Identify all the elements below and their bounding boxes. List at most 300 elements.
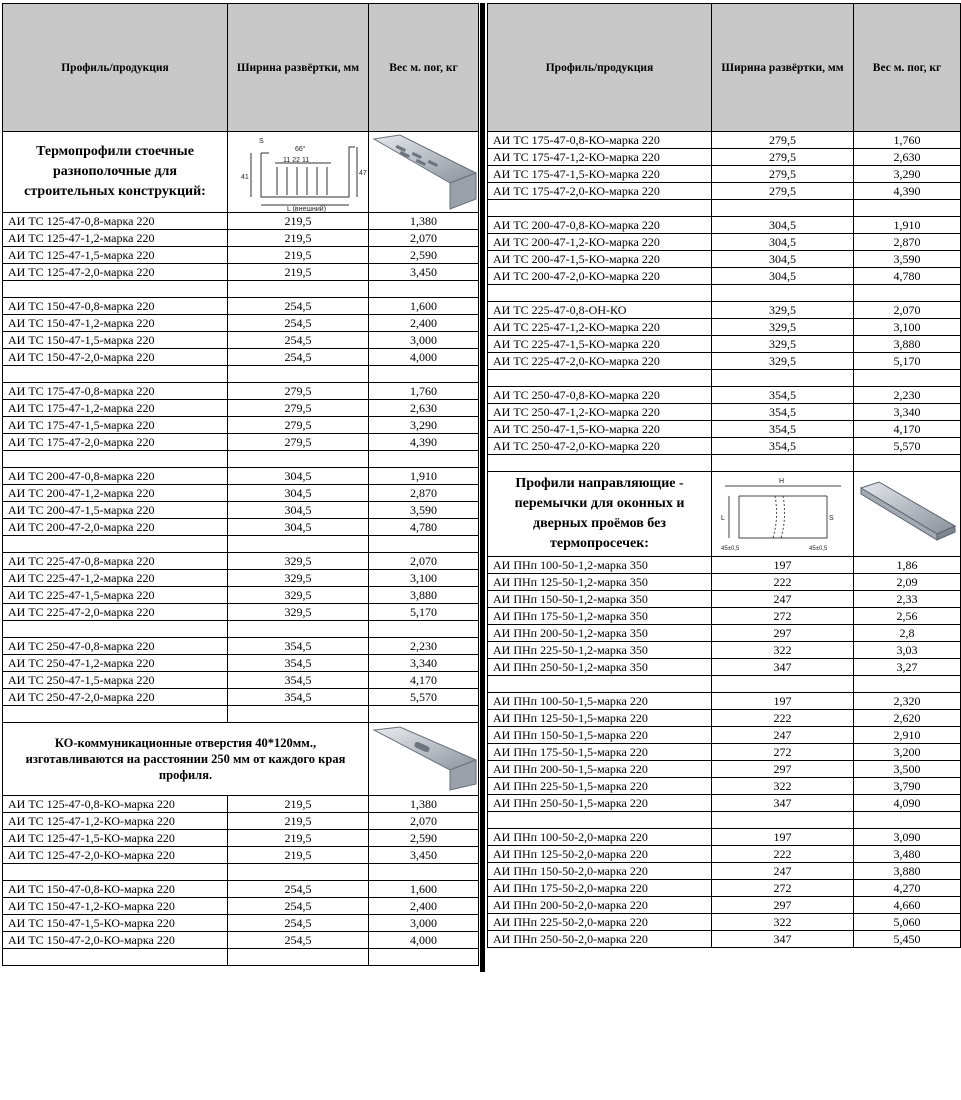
weight-cell: 1,910 [854, 217, 961, 234]
product-name-cell: АИ ПНп 125-50-2,0-марка 220 [488, 846, 712, 863]
weight-cell: 3,340 [369, 655, 479, 672]
width-cell: 254,5 [228, 915, 369, 932]
product-name-cell: АИ ТС 150-47-1,2-марка 220 [3, 315, 228, 332]
table-row [488, 863, 961, 880]
weight-cell: 3,880 [854, 336, 961, 353]
drawing-label-height-right: 47 [359, 170, 367, 177]
spacer-row [3, 949, 479, 966]
product-name-cell: АИ ПНп 225-50-1,2-марка 350 [488, 642, 712, 659]
width-cell: 197 [712, 557, 854, 574]
drawing-label-s: S [828, 515, 834, 522]
table-row [3, 604, 479, 621]
weight-cell: 3,450 [369, 847, 479, 864]
product-name-cell: АИ ТС 200-47-1,2-марка 220 [3, 485, 228, 502]
weight-cell: 1,380 [369, 796, 479, 813]
weight-cell: 3,790 [854, 778, 961, 795]
spacer-cell [3, 864, 228, 881]
product-name-cell: АИ ТС 125-47-1,2-КО-марка 220 [3, 813, 228, 830]
width-cell: 219,5 [228, 247, 369, 264]
left-price-table [2, 3, 478, 966]
spacer-cell [712, 285, 854, 302]
width-cell: 279,5 [228, 383, 369, 400]
table-row [488, 829, 961, 846]
section-title-lintel: Профили направляющие - перемычки для оконных и дверных проёмов без термопросечек: [488, 472, 712, 557]
width-cell: 354,5 [228, 655, 369, 672]
product-name-cell: АИ ТС 175-47-1,5-марка 220 [3, 417, 228, 434]
spacer-cell [369, 536, 479, 553]
product-name-cell: АИ ТС 150-47-0,8-КО-марка 220 [3, 881, 228, 898]
product-name-cell: АИ ТС 250-47-1,2-марка 220 [3, 655, 228, 672]
product-name-cell: АИ ПНп 250-50-1,2-марка 350 [488, 659, 712, 676]
spacer-cell [369, 949, 479, 966]
center-divider [480, 3, 485, 972]
product-name-cell: АИ ТС 200-47-0,8-КО-марка 220 [488, 217, 712, 234]
weight-cell: 5,570 [369, 689, 479, 706]
width-cell: 329,5 [228, 587, 369, 604]
table-row [488, 183, 961, 200]
width-cell: 222 [712, 846, 854, 863]
product-name-cell: АИ ТС 150-47-0,8-марка 220 [3, 298, 228, 315]
spacer-cell [228, 864, 369, 881]
table-row [3, 485, 479, 502]
weight-cell: 2,09 [854, 574, 961, 591]
product-name-cell: АИ ТС 225-47-1,2-КО-марка 220 [488, 319, 712, 336]
product-name-cell: АИ ТС 225-47-0,8-ОН-КО [488, 302, 712, 319]
spacer-cell [3, 281, 228, 298]
product-name-cell: АИ ТС 225-47-0,8-марка 220 [3, 553, 228, 570]
weight-cell: 3,090 [854, 829, 961, 846]
weight-cell: 2,070 [854, 302, 961, 319]
weight-cell: 4,000 [369, 349, 479, 366]
width-cell: 247 [712, 591, 854, 608]
spacer-row [3, 451, 479, 468]
width-cell: 329,5 [712, 319, 854, 336]
product-name-cell: АИ ТС 250-47-2,0-КО-марка 220 [488, 438, 712, 455]
spacer-cell [369, 451, 479, 468]
product-name-cell: АИ ТС 250-47-0,8-КО-марка 220 [488, 387, 712, 404]
weight-cell: 5,170 [854, 353, 961, 370]
table-row [488, 404, 961, 421]
table-row [3, 213, 479, 230]
width-cell: 304,5 [228, 519, 369, 536]
product-name-cell: АИ ТС 225-47-1,2-марка 220 [3, 570, 228, 587]
table-row [488, 914, 961, 931]
weight-cell: 1,910 [369, 468, 479, 485]
product-name-cell: АИ ПНп 175-50-2,0-марка 220 [488, 880, 712, 897]
width-cell: 329,5 [712, 353, 854, 370]
table-row [3, 553, 479, 570]
spacer-cell [488, 200, 712, 217]
drawing-label-base: L (внешний) [287, 206, 327, 213]
weight-cell: 3,100 [369, 570, 479, 587]
spacer-cell [369, 366, 479, 383]
width-cell: 254,5 [228, 332, 369, 349]
product-name-cell: АИ ТС 250-47-0,8-марка 220 [3, 638, 228, 655]
spacer-row [3, 536, 479, 553]
section-title-thermo: Термопрофили стоечные разнополочные для строительных конструкций: [3, 132, 228, 213]
table-row [488, 387, 961, 404]
weight-cell: 4,090 [854, 795, 961, 812]
weight-cell: 4,660 [854, 897, 961, 914]
product-name-cell: АИ ТС 150-47-1,5-КО-марка 220 [3, 915, 228, 932]
product-name-cell: АИ ПНп 100-50-1,5-марка 220 [488, 693, 712, 710]
width-cell: 219,5 [228, 213, 369, 230]
right-ko-rows [488, 132, 961, 472]
right-lintel-rows [488, 557, 961, 948]
product-name-cell: АИ ТС 125-47-2,0-марка 220 [3, 264, 228, 281]
table-row [488, 234, 961, 251]
product-name-cell: АИ ТС 225-47-2,0-марка 220 [3, 604, 228, 621]
product-name-cell: АИ ПНп 100-50-1,2-марка 350 [488, 557, 712, 574]
weight-cell: 2,56 [854, 608, 961, 625]
thermo-profile-drawing [228, 132, 369, 213]
width-cell: 219,5 [228, 230, 369, 247]
product-name-cell: АИ ТС 150-47-2,0-марка 220 [3, 349, 228, 366]
spacer-cell [228, 706, 369, 723]
weight-cell: 2,8 [854, 625, 961, 642]
weight-cell: 3,27 [854, 659, 961, 676]
table-row [3, 519, 479, 536]
width-cell: 279,5 [712, 166, 854, 183]
weight-cell: 3,880 [854, 863, 961, 880]
product-name-cell: АИ ПНп 225-50-2,0-марка 220 [488, 914, 712, 931]
width-cell: 254,5 [228, 932, 369, 949]
drawing-label-h: H [778, 478, 784, 485]
spacer-row [3, 281, 479, 298]
table-row [488, 778, 961, 795]
product-name-cell: АИ ТС 175-47-1,2-КО-марка 220 [488, 149, 712, 166]
product-name-cell: АИ ТС 200-47-0,8-марка 220 [3, 468, 228, 485]
spacer-cell [228, 536, 369, 553]
lintel-profile-drawing-icon [715, 474, 851, 554]
drawing-label-angle: 66° [295, 146, 306, 153]
weight-cell: 3,480 [854, 846, 961, 863]
product-name-cell: АИ ТС 150-47-1,5-марка 220 [3, 332, 228, 349]
weight-cell: 3,880 [369, 587, 479, 604]
header-width: Ширина развёртки, мм [228, 4, 369, 132]
table-row [488, 897, 961, 914]
table-row [488, 846, 961, 863]
weight-cell: 1,380 [369, 213, 479, 230]
width-cell: 279,5 [712, 132, 854, 149]
right-table [487, 3, 961, 948]
table-row [3, 898, 479, 915]
product-name-cell: АИ ТС 150-47-1,2-КО-марка 220 [3, 898, 228, 915]
drawing-label-height-left: 41 [241, 174, 249, 181]
spacer-cell [228, 621, 369, 638]
product-name-cell: АИ ПНп 125-50-1,2-марка 350 [488, 574, 712, 591]
weight-cell: 2,630 [854, 149, 961, 166]
weight-cell: 1,600 [369, 298, 479, 315]
width-cell: 329,5 [712, 302, 854, 319]
weight-cell: 5,060 [854, 914, 961, 931]
drawing-label-l: L [720, 515, 725, 522]
product-name-cell: АИ ТС 250-47-1,5-марка 220 [3, 672, 228, 689]
product-name-cell: АИ ТС 175-47-2,0-КО-марка 220 [488, 183, 712, 200]
spacer-cell [228, 281, 369, 298]
width-cell: 354,5 [712, 387, 854, 404]
width-cell: 222 [712, 574, 854, 591]
spacer-cell [854, 676, 961, 693]
weight-cell: 2,230 [369, 638, 479, 655]
width-cell: 222 [712, 710, 854, 727]
table-row [488, 132, 961, 149]
weight-cell: 2,870 [854, 234, 961, 251]
width-cell: 322 [712, 914, 854, 931]
table-row [488, 149, 961, 166]
product-name-cell: АИ ТС 150-47-2,0-КО-марка 220 [3, 932, 228, 949]
thermo-profile-drawing-icon [231, 133, 365, 211]
section-thermo-row [3, 132, 479, 213]
table-row [488, 659, 961, 676]
width-cell: 304,5 [712, 234, 854, 251]
weight-cell: 3,500 [854, 761, 961, 778]
spacer-cell [854, 455, 961, 472]
weight-cell: 2,400 [369, 315, 479, 332]
spacer-cell [488, 812, 712, 829]
width-cell: 329,5 [228, 570, 369, 587]
left-table [2, 3, 479, 966]
table-row [3, 587, 479, 604]
table-row [3, 655, 479, 672]
spacer-cell [712, 812, 854, 829]
spacer-cell [369, 706, 479, 723]
table-row [488, 319, 961, 336]
spacer-row [488, 455, 961, 472]
spacer-cell [854, 370, 961, 387]
table-row [3, 847, 479, 864]
table-row [3, 638, 479, 655]
width-cell: 279,5 [228, 400, 369, 417]
table-row [488, 727, 961, 744]
weight-cell: 3,000 [369, 332, 479, 349]
product-name-cell: АИ ПНп 150-50-1,2-марка 350 [488, 591, 712, 608]
product-name-cell: АИ ТС 175-47-0,8-КО-марка 220 [488, 132, 712, 149]
ko-profile-photo [369, 723, 479, 796]
product-name-cell: АИ ТС 200-47-1,5-марка 220 [3, 502, 228, 519]
spacer-cell [3, 706, 228, 723]
product-name-cell: АИ ПНп 250-50-2,0-марка 220 [488, 931, 712, 948]
weight-cell: 5,170 [369, 604, 479, 621]
product-name-cell: АИ ТС 175-47-1,2-марка 220 [3, 400, 228, 417]
product-name-cell: АИ ТС 250-47-2,0-марка 220 [3, 689, 228, 706]
weight-cell: 3,450 [369, 264, 479, 281]
width-cell: 354,5 [228, 672, 369, 689]
product-name-cell: АИ ТС 200-47-2,0-марка 220 [3, 519, 228, 536]
width-cell: 304,5 [228, 468, 369, 485]
width-cell: 272 [712, 608, 854, 625]
weight-cell: 5,570 [854, 438, 961, 455]
table-row [488, 268, 961, 285]
weight-cell: 3,000 [369, 915, 479, 932]
weight-cell: 3,100 [854, 319, 961, 336]
product-name-cell: АИ ПНп 200-50-1,5-марка 220 [488, 761, 712, 778]
table-row [3, 315, 479, 332]
header-product: Профиль/продукция [488, 4, 712, 132]
weight-cell: 2,620 [854, 710, 961, 727]
width-cell: 329,5 [228, 604, 369, 621]
weight-cell: 1,86 [854, 557, 961, 574]
table-row [3, 932, 479, 949]
table-row [488, 421, 961, 438]
table-row [3, 813, 479, 830]
product-name-cell: АИ ТС 175-47-2,0-марка 220 [3, 434, 228, 451]
weight-cell: 1,600 [369, 881, 479, 898]
spacer-cell [3, 949, 228, 966]
width-cell: 297 [712, 761, 854, 778]
weight-cell: 3,590 [854, 251, 961, 268]
width-cell: 329,5 [228, 553, 369, 570]
drawing-label-right: 45±0,5 [808, 546, 827, 552]
spacer-cell [712, 455, 854, 472]
lintel-profile-photo-icon [855, 474, 959, 554]
table-row [488, 166, 961, 183]
spacer-row [3, 864, 479, 881]
lintel-profile-photo [854, 472, 961, 557]
width-cell: 354,5 [228, 638, 369, 655]
left-thermo-rows [3, 213, 479, 723]
width-cell: 254,5 [228, 881, 369, 898]
table-row [3, 434, 479, 451]
header-weight: Вес м. пог, кг [854, 4, 961, 132]
width-cell: 219,5 [228, 847, 369, 864]
header-product: Профиль/продукция [3, 4, 228, 132]
product-name-cell: АИ ПНп 175-50-1,2-марка 350 [488, 608, 712, 625]
table-row [3, 332, 479, 349]
table-row [488, 574, 961, 591]
width-cell: 322 [712, 778, 854, 795]
table-row [3, 230, 479, 247]
weight-cell: 3,290 [369, 417, 479, 434]
table-row [3, 247, 479, 264]
product-name-cell: АИ ТС 225-47-2,0-КО-марка 220 [488, 353, 712, 370]
weight-cell: 2,070 [369, 230, 479, 247]
table-row [488, 438, 961, 455]
width-cell: 297 [712, 625, 854, 642]
spacer-cell [712, 676, 854, 693]
spacer-cell [228, 949, 369, 966]
width-cell: 254,5 [228, 898, 369, 915]
width-cell: 219,5 [228, 796, 369, 813]
spacer-cell [488, 285, 712, 302]
weight-cell: 3,590 [369, 502, 479, 519]
width-cell: 279,5 [228, 417, 369, 434]
width-cell: 347 [712, 659, 854, 676]
width-cell: 322 [712, 642, 854, 659]
width-cell: 354,5 [712, 438, 854, 455]
product-name-cell: АИ ПНп 100-50-2,0-марка 220 [488, 829, 712, 846]
weight-cell: 3,290 [854, 166, 961, 183]
product-name-cell: АИ ТС 125-47-2,0-КО-марка 220 [3, 847, 228, 864]
weight-cell: 4,780 [854, 268, 961, 285]
product-name-cell: АИ ТС 200-47-1,2-КО-марка 220 [488, 234, 712, 251]
spacer-cell [228, 451, 369, 468]
product-name-cell: АИ ТС 125-47-1,5-КО-марка 220 [3, 830, 228, 847]
width-cell: 304,5 [712, 251, 854, 268]
spacer-row [488, 812, 961, 829]
weight-cell: 2,070 [369, 813, 479, 830]
product-name-cell: АИ ПНп 250-50-1,5-марка 220 [488, 795, 712, 812]
width-cell: 254,5 [228, 315, 369, 332]
product-name-cell: АИ ПНп 200-50-2,0-марка 220 [488, 897, 712, 914]
width-cell: 279,5 [228, 434, 369, 451]
weight-cell: 2,630 [369, 400, 479, 417]
width-cell: 247 [712, 727, 854, 744]
width-cell: 304,5 [228, 502, 369, 519]
width-cell: 329,5 [712, 336, 854, 353]
width-cell: 304,5 [712, 268, 854, 285]
weight-cell: 3,200 [854, 744, 961, 761]
spacer-row [488, 676, 961, 693]
width-cell: 197 [712, 693, 854, 710]
table-row [488, 931, 961, 948]
spacer-cell [369, 281, 479, 298]
weight-cell: 2,33 [854, 591, 961, 608]
table-row [3, 383, 479, 400]
thermo-profile-photo [369, 132, 479, 213]
weight-cell: 2,070 [369, 553, 479, 570]
width-cell: 279,5 [712, 183, 854, 200]
header-weight: Вес м. пог, кг [369, 4, 479, 132]
spacer-cell [854, 812, 961, 829]
weight-cell: 2,400 [369, 898, 479, 915]
table-row [3, 570, 479, 587]
spacer-cell [488, 370, 712, 387]
width-cell: 219,5 [228, 813, 369, 830]
product-name-cell: АИ ПНп 175-50-1,5-марка 220 [488, 744, 712, 761]
table-row [3, 502, 479, 519]
weight-cell: 3,340 [854, 404, 961, 421]
spacer-cell [3, 536, 228, 553]
weight-cell: 4,170 [369, 672, 479, 689]
width-cell: 304,5 [228, 485, 369, 502]
width-cell: 219,5 [228, 264, 369, 281]
product-name-cell: АИ ТС 125-47-1,2-марка 220 [3, 230, 228, 247]
width-cell: 354,5 [228, 689, 369, 706]
spacer-row [3, 706, 479, 723]
width-cell: 219,5 [228, 830, 369, 847]
product-name-cell: АИ ТС 125-47-0,8-марка 220 [3, 213, 228, 230]
drawing-label-left: 45±0,5 [720, 546, 739, 552]
spacer-row [488, 285, 961, 302]
spacer-cell [3, 621, 228, 638]
width-cell: 272 [712, 744, 854, 761]
width-cell: 354,5 [712, 421, 854, 438]
table-row [488, 608, 961, 625]
spacer-cell [854, 285, 961, 302]
width-cell: 279,5 [712, 149, 854, 166]
table-row [3, 830, 479, 847]
table-row [488, 744, 961, 761]
table-row [488, 693, 961, 710]
spacer-cell [369, 864, 479, 881]
product-name-cell: АИ ТС 200-47-1,5-КО-марка 220 [488, 251, 712, 268]
spacer-cell [228, 366, 369, 383]
table-row [3, 881, 479, 898]
table-row [488, 710, 961, 727]
table-row [488, 761, 961, 778]
weight-cell: 1,760 [369, 383, 479, 400]
table-header-row [3, 4, 479, 132]
width-cell: 197 [712, 829, 854, 846]
product-name-cell: АИ ТС 175-47-1,5-КО-марка 220 [488, 166, 712, 183]
weight-cell: 2,590 [369, 247, 479, 264]
width-cell: 297 [712, 897, 854, 914]
weight-cell: 2,870 [369, 485, 479, 502]
table-row [3, 672, 479, 689]
table-row [3, 689, 479, 706]
table-row [3, 796, 479, 813]
